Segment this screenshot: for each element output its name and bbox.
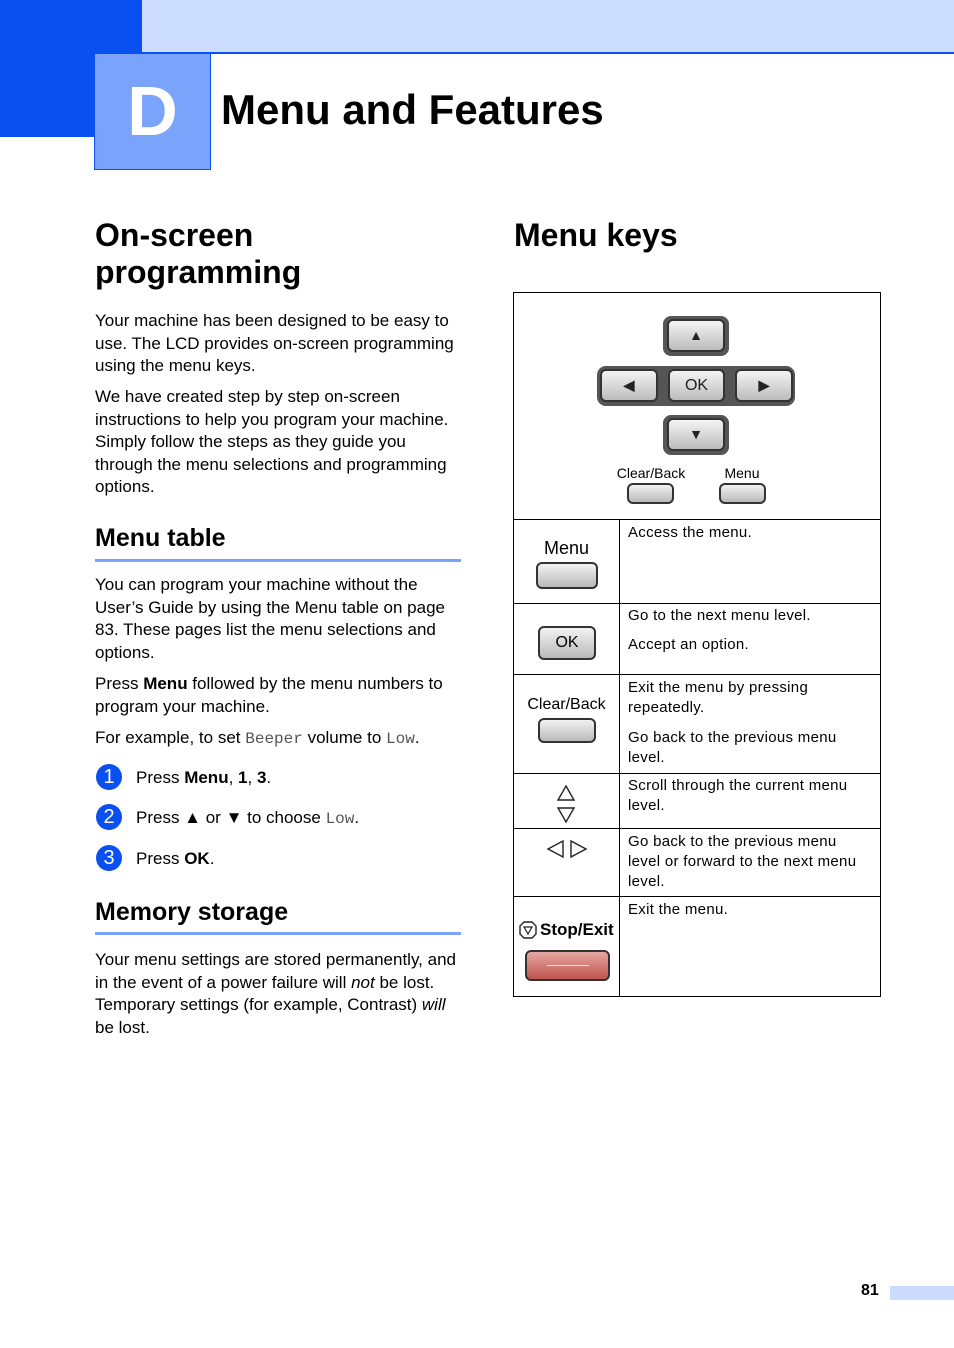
heading-rule <box>95 932 461 935</box>
table-column-divider <box>619 519 620 996</box>
ok-key[interactable]: OK <box>538 626 596 660</box>
header-band <box>142 0 954 54</box>
section-title-menu-keys: Menu keys <box>514 217 678 253</box>
panel-right-key[interactable] <box>735 369 793 402</box>
panel-ok-key[interactable]: OK <box>668 369 725 402</box>
step-3-text: Press OK. <box>136 849 215 868</box>
section-title-onscreen: On-screen programming <box>95 217 302 290</box>
memory-storage-heading: Memory storage <box>95 898 289 926</box>
panel-clear-back-key[interactable] <box>627 483 674 504</box>
ok-key-description-1: Go to the next menu level. <box>628 607 811 624</box>
step-number-1: 1 <box>96 764 122 790</box>
left-right-arrows-icon <box>546 839 588 859</box>
clear-back-description-1: Exit the menu by pressing <box>628 679 809 696</box>
triangle-up-icon: ▲ <box>689 327 703 343</box>
menu-key[interactable] <box>536 562 598 589</box>
stop-exit-key-stripe <box>547 965 589 966</box>
panel-clear-back-label: Clear/Back <box>616 465 686 481</box>
chapter-title: Menu and Features <box>221 86 604 133</box>
up-down-arrows-icon <box>556 784 576 824</box>
table-divider <box>513 896 881 897</box>
page-number-bar <box>890 1286 954 1300</box>
left-arrow-icon <box>548 841 563 857</box>
chapter-letter: D <box>94 53 211 170</box>
menu-key-description: Access the menu. <box>628 524 753 541</box>
table-divider <box>513 519 881 520</box>
clear-back-description-4: level. <box>628 749 665 766</box>
stop-exit-key[interactable] <box>525 950 610 981</box>
menu-table-paragraph-2: Press Menu followed by the menu numbers to program your machine. <box>95 674 443 716</box>
navigate-description-2: level or forward to the next menu <box>628 853 857 870</box>
step-number-3: 3 <box>96 845 122 871</box>
down-arrow-icon <box>558 808 574 822</box>
stop-icon <box>518 920 538 940</box>
menu-table-heading: Menu table <box>95 524 226 552</box>
clear-back-key[interactable] <box>538 718 596 743</box>
up-arrow-icon <box>558 786 574 800</box>
step-1-text: Press Menu, 1, 3. <box>136 768 272 787</box>
stop-exit-description: Exit the menu. <box>628 901 729 918</box>
table-divider <box>513 773 881 774</box>
clear-back-description-3: Go back to the previous menu <box>628 729 837 746</box>
navigate-description-3: level. <box>628 873 665 890</box>
menu-table-paragraph-3: For example, to set Beeper volume to Low. <box>95 728 420 748</box>
step-2-text: Press ▲ or ▼ to choose Low. <box>136 808 360 828</box>
intro-paragraph-2: We have created step by step on-screen instructions to help you program your machine. Simply follow the steps as they guide you through the menu selections and programming options. <box>95 387 449 497</box>
right-arrow-icon <box>571 841 586 857</box>
memory-storage-paragraph: Your menu settings are stored permanently, and in the event of a power failure will not be lost. Temporary settings (for example, Contrast) will be lost. <box>95 950 456 1037</box>
intro-paragraph-1: Your machine has been designed to be easy to use. The LCD provides on-screen programming using the menu keys. <box>95 311 454 376</box>
clear-back-key-label: Clear/Back <box>527 696 606 713</box>
triangle-left-icon: ◀ <box>623 377 635 393</box>
scroll-description-1: Scroll through the current menu <box>628 777 848 794</box>
panel-down-key[interactable] <box>667 418 725 451</box>
panel-menu-label: Menu <box>724 465 760 481</box>
triangle-right-icon: ▶ <box>758 377 770 393</box>
panel-up-key[interactable] <box>667 319 725 352</box>
panel-left-key[interactable] <box>600 369 658 402</box>
page-number: 81 <box>861 1282 879 1299</box>
triangle-down-icon: ▼ <box>689 426 703 442</box>
table-divider <box>513 603 881 604</box>
panel-menu-key[interactable] <box>719 483 766 504</box>
heading-rule <box>95 559 461 562</box>
navigate-description-1: Go back to the previous menu <box>628 833 837 850</box>
menu-table-paragraph-1: You can program your machine without the User’s Guide by using the Menu table on page 83. These pages list the menu selections and options. <box>95 575 445 662</box>
scroll-description-2: level. <box>628 797 665 814</box>
table-divider <box>513 828 881 829</box>
table-divider <box>513 674 881 675</box>
clear-back-description-2: repeatedly. <box>628 699 705 716</box>
step-number-2: 2 <box>96 804 122 830</box>
stop-exit-key-label: Stop/Exit <box>540 920 614 939</box>
menu-key-label: Menu <box>543 538 590 558</box>
ok-key-description-2: Accept an option. <box>628 636 750 653</box>
